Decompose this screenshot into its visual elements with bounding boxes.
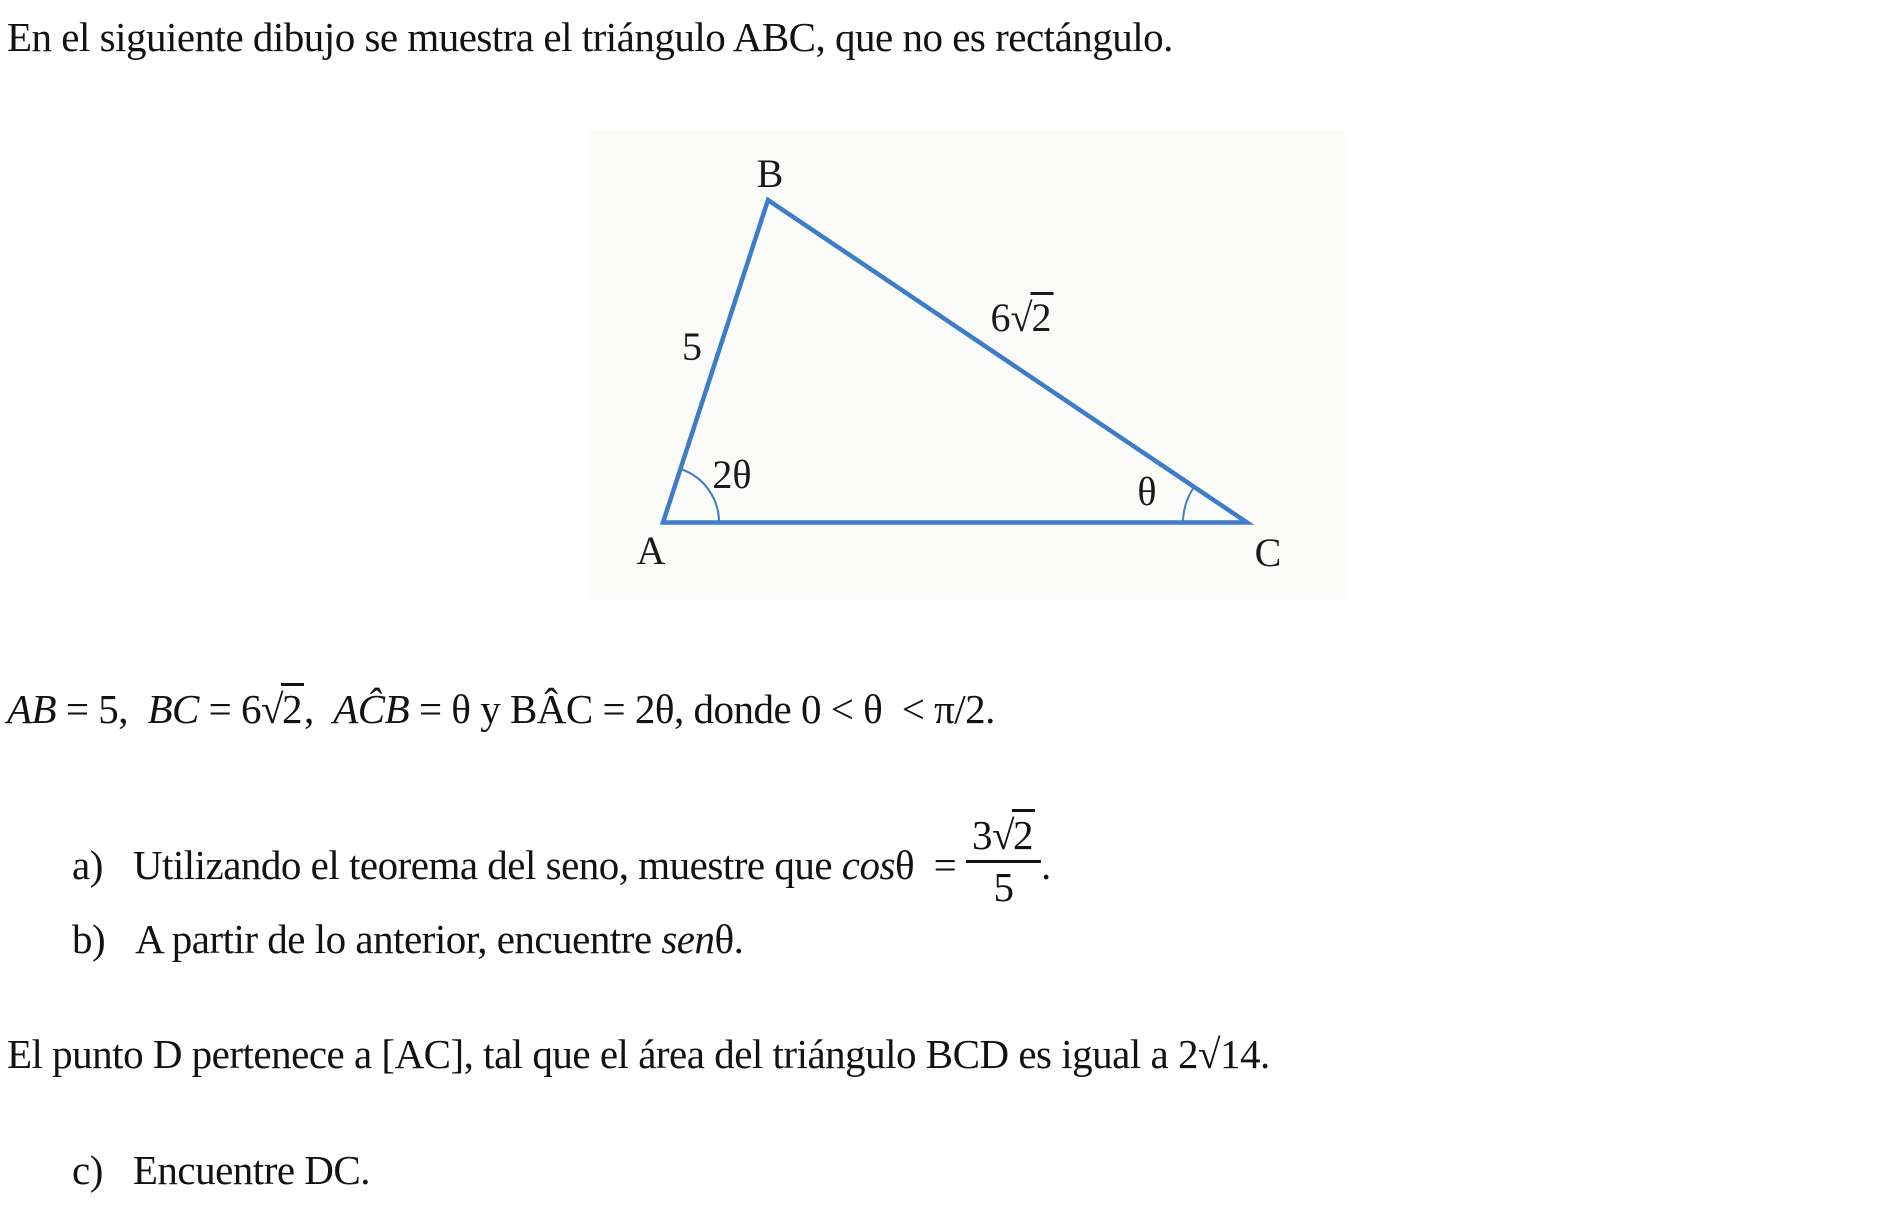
angle-label-c: θ (1137, 469, 1157, 514)
part-a-text: Utilizando el teorema del seno, muestre que (132, 841, 842, 888)
math-acb: AĈB (333, 686, 410, 732)
part-b-sen: sen (661, 916, 715, 962)
fraction-num-radicand: 2 (1012, 809, 1035, 858)
given-seg-3: , (304, 686, 334, 732)
part-b-label: b) (72, 916, 106, 962)
part-b-tail: θ. (714, 916, 744, 962)
angle-arc-c (1183, 487, 1194, 523)
part-a-equals: = (914, 841, 966, 888)
vertex-label-c: C (1254, 530, 1282, 575)
math-ab: AB (7, 686, 57, 732)
vertex-label-a: A (636, 528, 666, 573)
intro-text: En el siguiente dibujo se muestra el triángulo ABC, que no es rectángulo. (7, 14, 1173, 60)
given-line (7, 685, 995, 734)
given-radicand: 2 (281, 683, 304, 732)
given-seg-2: = 6√ (198, 686, 283, 732)
vertex-label-b: B (756, 151, 784, 196)
triangle-figure (590, 130, 1345, 600)
side-bc-radicand: 2 (1030, 292, 1053, 340)
part-b-text: A partir de lo anterior, encuentre (135, 916, 662, 962)
fraction-denominator: 5 (993, 864, 1014, 911)
fraction-num-coeff: 3√ (971, 812, 1014, 858)
part-a-row (72, 812, 1051, 917)
part-a-label: a) (72, 841, 103, 888)
point-d-line: El punto D pertenece a [AC], tal que el área del triángulo BCD es igual a 2√14. (7, 1031, 1270, 1077)
math-bc: BC (147, 686, 199, 732)
angle-label-a: 2θ (712, 452, 752, 497)
side-bc-coefficient: 6√ (990, 295, 1033, 340)
side-label-bc (990, 295, 1054, 340)
part-a-period: . (1040, 841, 1051, 888)
given-seg-4: = θ y BÂC = 2θ, donde 0 < θ < π/2. (409, 686, 995, 732)
fraction (966, 814, 1041, 909)
part-b-row (72, 915, 743, 964)
side-label-ab: 5 (682, 324, 702, 369)
part-c-row (72, 1146, 370, 1195)
part-c-label: c) (72, 1147, 103, 1193)
given-seg-1: = 5, (56, 686, 148, 732)
triangle-diagram (590, 130, 1345, 600)
part-c-text: Encuentre DC. (132, 1147, 370, 1193)
fraction-numerator (966, 814, 1041, 863)
part-a-theta: θ (894, 841, 915, 888)
part-a-cos: cos (841, 841, 895, 888)
